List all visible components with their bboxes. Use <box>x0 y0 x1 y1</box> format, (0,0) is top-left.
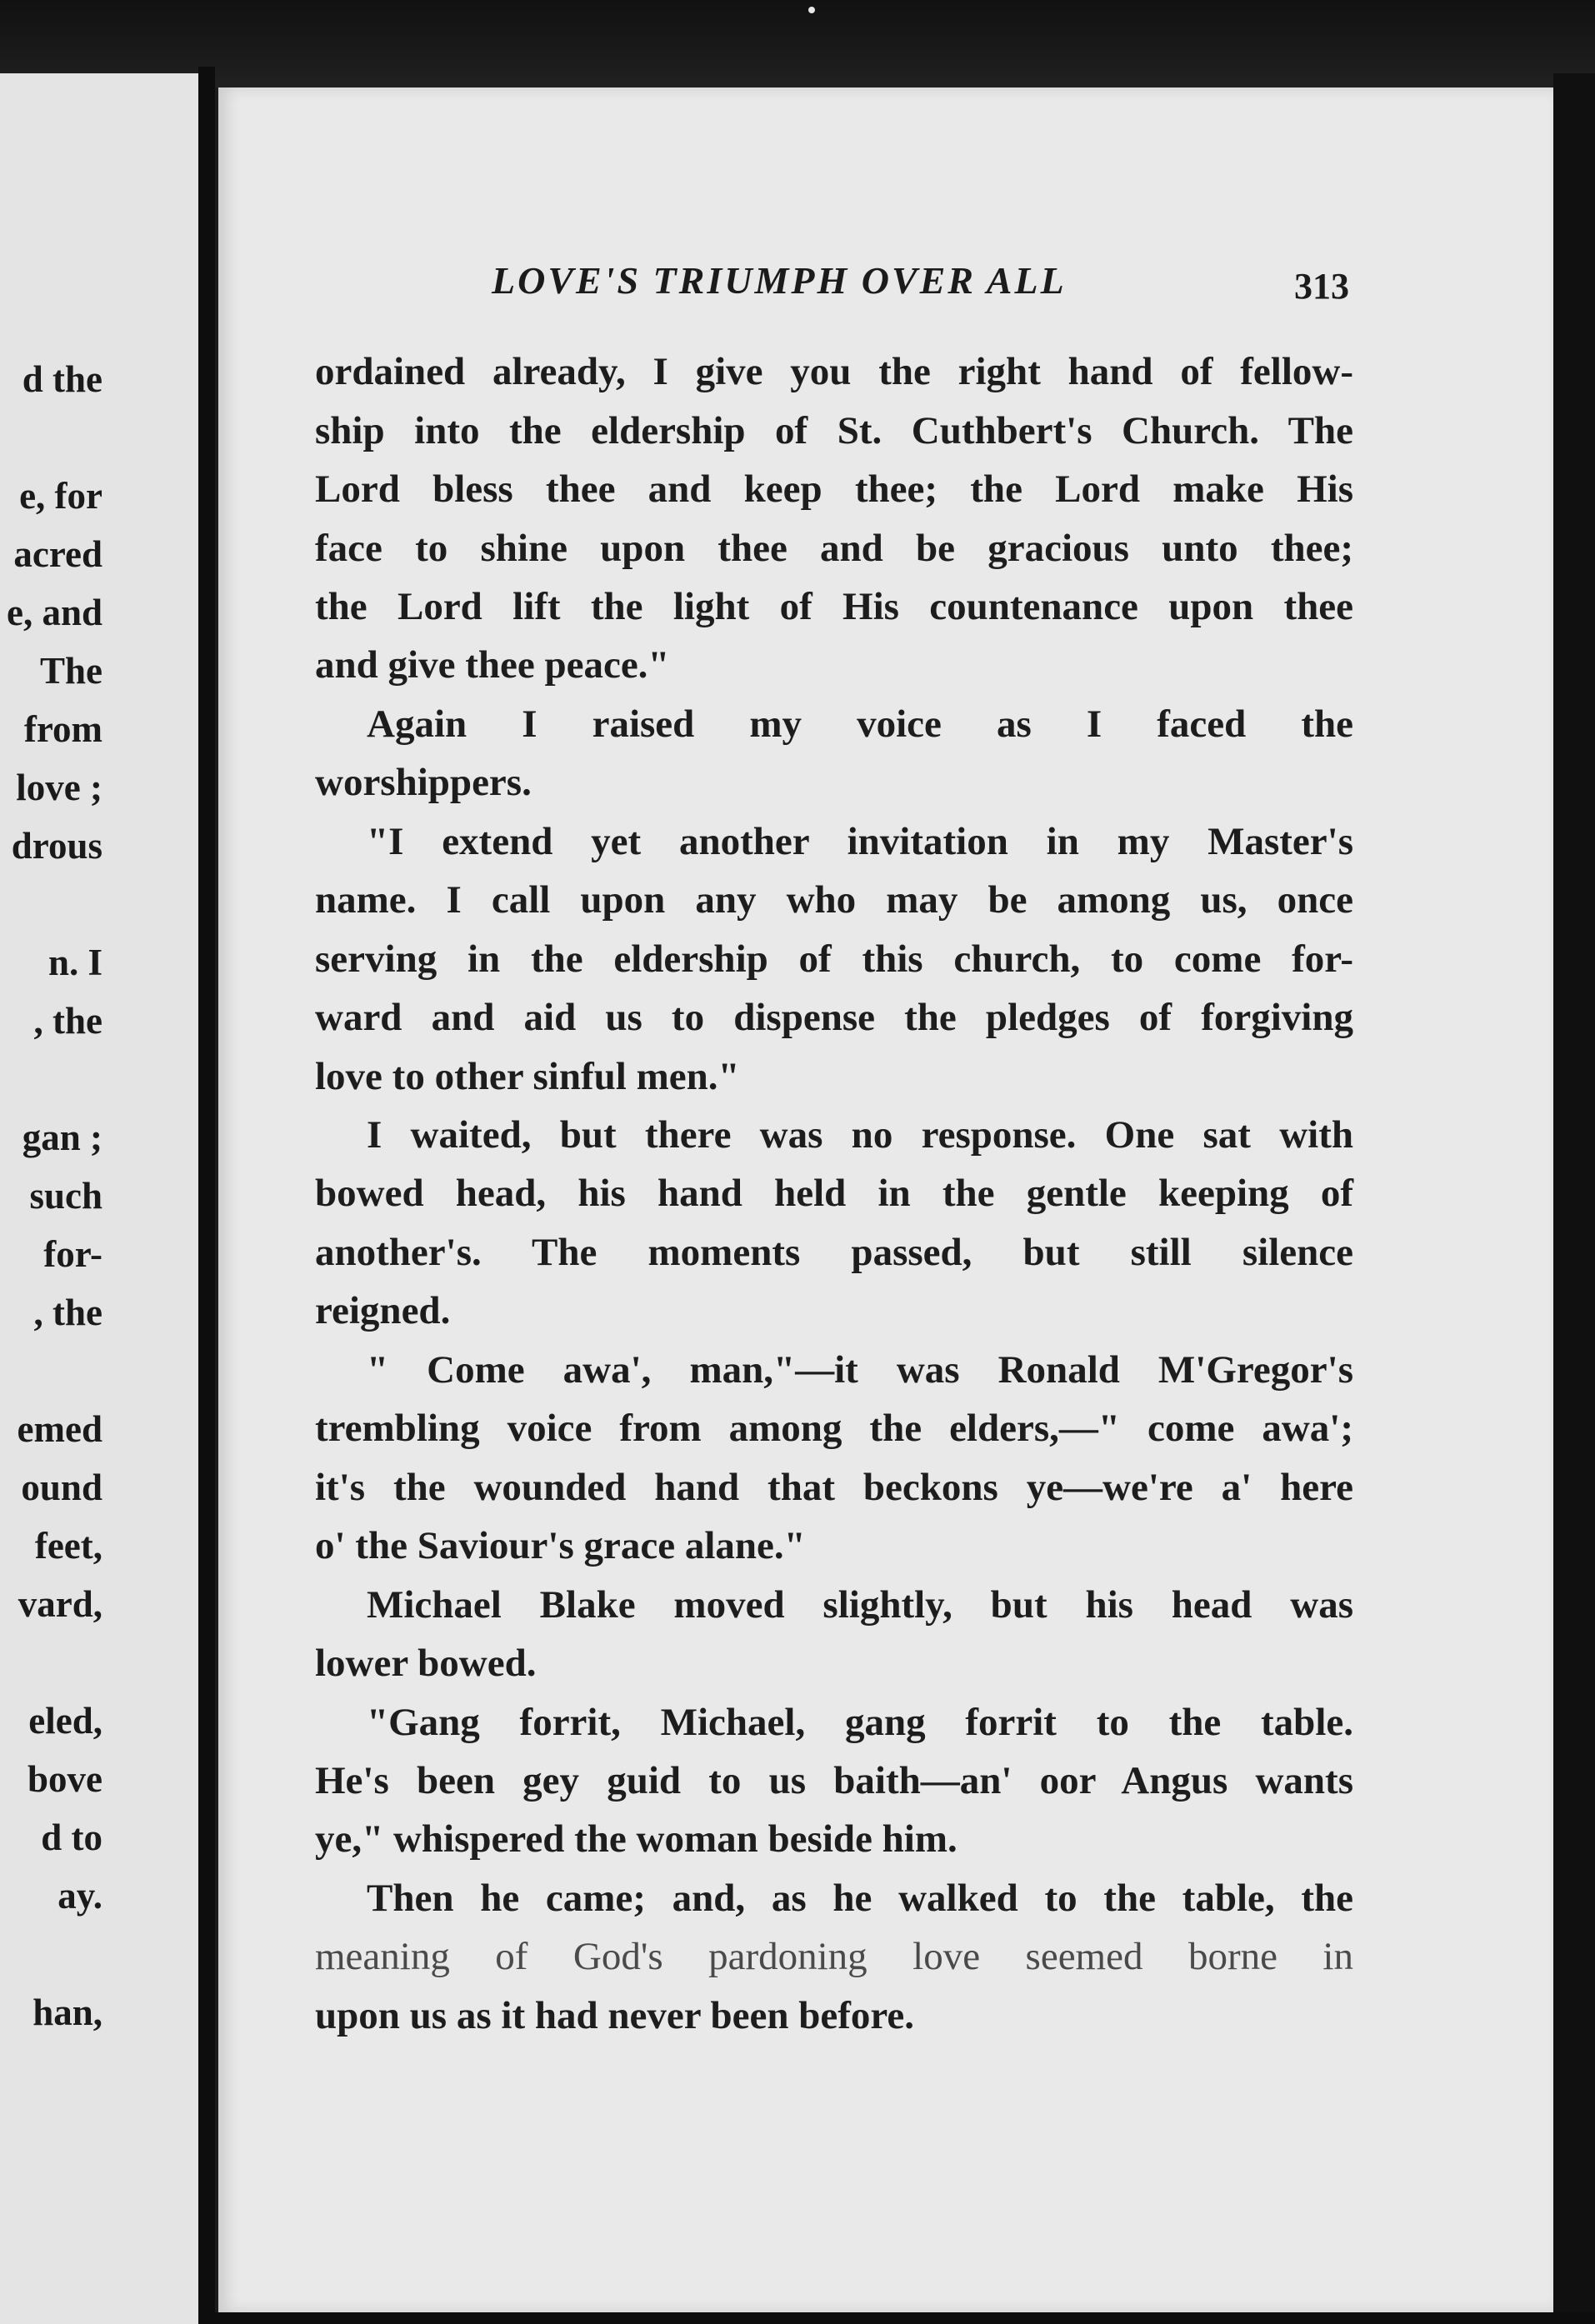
body-line: He's been gey guid to us baith—an' oor Angus wants <box>315 1759 1353 1802</box>
left-fragment-line: , the <box>33 1292 102 1333</box>
body-line: and give thee peace." <box>315 643 670 687</box>
body-line: meaning of God's pardoning love seemed borne in <box>315 1935 1353 1978</box>
left-fragment-line: such <box>29 1175 102 1217</box>
page-gutter <box>198 67 215 2324</box>
left-fragment-line: acred <box>13 533 102 575</box>
body-line: name. I call upon any who may be among us, once <box>315 878 1353 922</box>
body-line: face to shine upon thee and be gracious unto thee; <box>315 527 1353 570</box>
body-line: it's the wounded hand that beckons ye—we're a' here <box>315 1466 1353 1509</box>
left-fragment-line: eled, <box>28 1700 102 1742</box>
body-line: I waited, but there was no response. One sat with <box>367 1113 1353 1157</box>
left-fragment-line: n. I <box>48 942 102 983</box>
body-line: ward and aid us to dispense the pledges of forgiving <box>315 996 1353 1039</box>
body-line: another's. The moments passed, but still silence <box>315 1231 1353 1274</box>
body-line: Then he came; and, as he walked to the table, the <box>367 1877 1353 1920</box>
left-fragment-line: vard, <box>18 1583 102 1625</box>
left-fragment-line: d to <box>41 1817 102 1858</box>
right-film-border <box>1553 73 1595 2324</box>
left-fragment-line: ay. <box>58 1875 102 1917</box>
body-line: o' the Saviour's grace alane." <box>315 1524 806 1567</box>
body-line: worshippers. <box>315 761 532 804</box>
top-film-border <box>0 0 1595 92</box>
body-line: upon us as it had never been before. <box>315 1994 915 2037</box>
body-line: the Lord lift the light of His countenance upon thee <box>315 585 1353 628</box>
left-page-fragment <box>0 73 198 2324</box>
bottom-film-border <box>215 2312 1595 2324</box>
body-line: " Come awa', man,"—it was Ronald M'Gregor's <box>367 1348 1353 1392</box>
left-fragment-line: The <box>39 650 102 692</box>
left-fragment-line: bove <box>28 1758 102 1800</box>
body-line: Again I raised my voice as I faced the <box>367 702 1353 746</box>
body-line: "I extend yet another invitation in my Master's <box>367 820 1353 863</box>
body-line: lower bowed. <box>315 1642 537 1685</box>
body-line: ordained already, I give you the right hand of fellow- <box>315 350 1353 393</box>
body-line: Lord bless thee and keep thee; the Lord make His <box>315 467 1353 511</box>
left-fragment-line: d the <box>22 358 102 400</box>
left-fragment-line: from <box>23 708 102 750</box>
body-line: Michael Blake moved slightly, but his head was <box>367 1583 1353 1627</box>
running-head: LOVE'S TRIUMPH OVER ALL <box>492 259 1067 302</box>
left-fragment-line: for- <box>43 1233 102 1275</box>
left-fragment-line: e, and <box>6 592 102 633</box>
body-line: ye," whispered the woman beside him. <box>315 1817 958 1861</box>
left-fragment-line: emed <box>17 1408 102 1450</box>
left-fragment-line: , the <box>33 1000 102 1042</box>
body-line: love to other sinful men." <box>315 1055 740 1098</box>
body-line: trembling voice from among the elders,—" come awa'; <box>315 1407 1353 1450</box>
left-fragment-line: han, <box>32 1992 102 2033</box>
left-fragment-line: gan ; <box>22 1117 102 1158</box>
body-line: bowed head, his hand held in the gentle keeping of <box>315 1172 1353 1215</box>
body-line: reigned. <box>315 1289 451 1332</box>
left-fragment-line: ound <box>21 1467 102 1508</box>
left-fragment-line: e, for <box>19 475 102 517</box>
left-fragment-line: feet, <box>34 1525 102 1567</box>
body-line: "Gang forrit, Michael, gang forrit to the table. <box>367 1701 1353 1744</box>
body-line: ship into the eldership of St. Cuthbert's Church. The <box>315 409 1353 452</box>
body-line: serving in the eldership of this church, to come for- <box>315 937 1353 981</box>
left-fragment-line: drous <box>11 825 102 867</box>
page-number: 313 <box>1294 266 1349 307</box>
left-fragment-line: love ; <box>16 767 102 808</box>
film-speck <box>808 7 815 13</box>
